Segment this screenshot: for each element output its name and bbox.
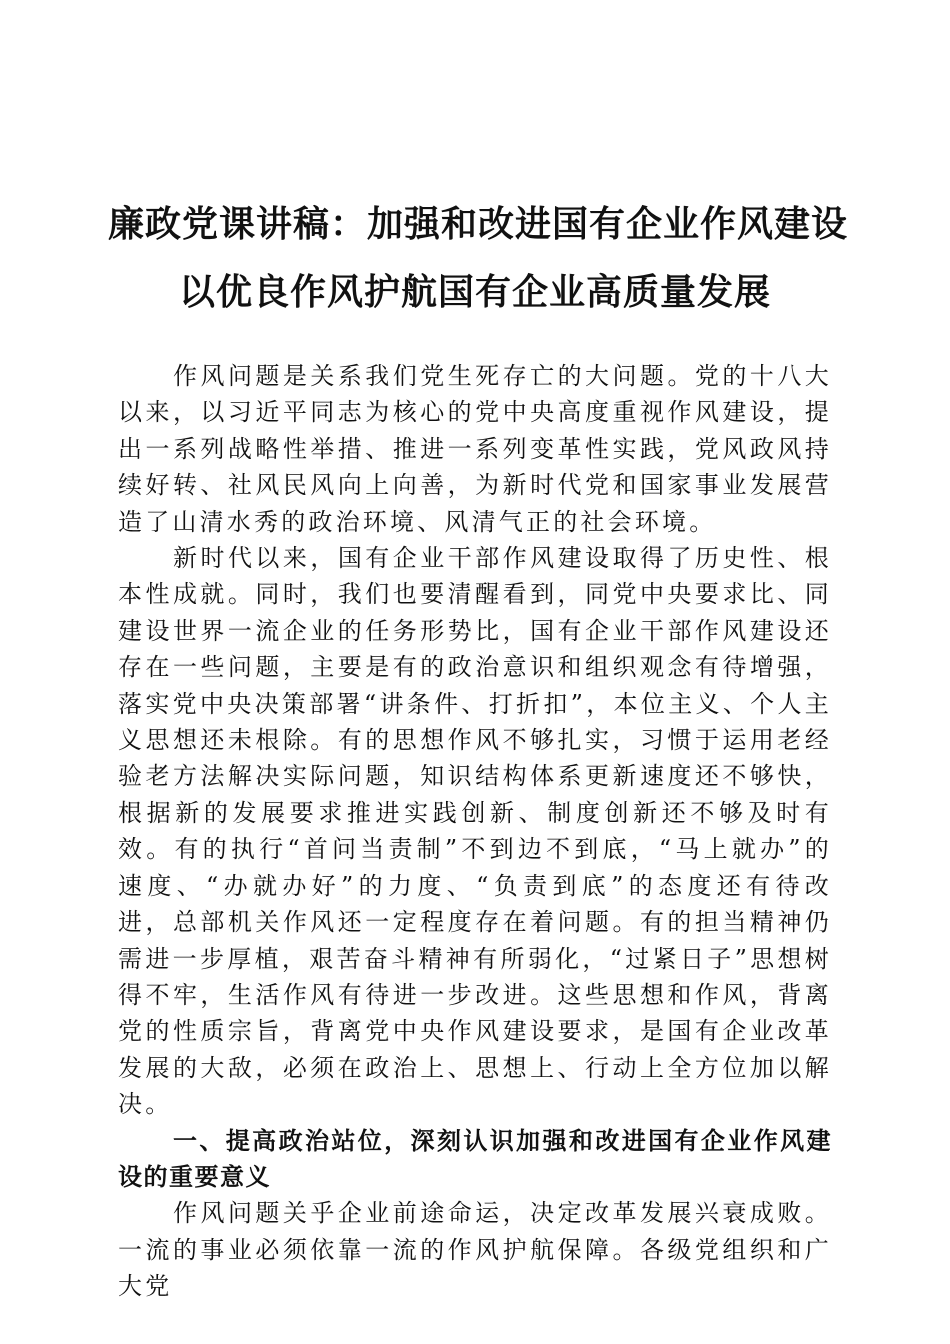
document-body [118,358,832,1305]
paragraph-2: 新时代以来，国有企业干部作风建设取得了历史性、根本性成就。同时，我们也要清醒看到，同党中央要求比、同建设世界一流企业的任务形势比，国有企业干部作风建设还存在一些问题，主要是有的政治意识和组织观念有待增强，落实党中央决策部署“讲条件、打折扣”，本位主义、个人主义思想还未根除。有的思想作风不够扎实，习惯于运用老经验老方法解决实际问题，知识结构体系更新速度还不够快，根据新的发展要求推进实践创新、制度创新还不够及时有效。有的执行“首问当责制”不到边不到底，“马上就办”的速度、“办就办好”的力度、“负责到底”的态度还有待改进，总部机关作风还一定程度存在着问题。有的担当精神仍需进一步厚植，艰苦奋斗精神有所弱化，“过紧日子”思想树得不牢，生活作风有待进一步改进。这些思想和作风，背离党的性质宗旨，背离党中央作风建设要求，是国有企业改革发展的大敌，必须在政治上、思想上、行动上全方位加以解决。 [118,544,832,1119]
document-title-line-2: 以优良作风护航国有企业高质量发展 [178,272,771,313]
section-heading-1: 一、提高政治站位，深刻认识加强和改进国有企业作风建设的重要意义 [118,1126,832,1191]
document-title-line-1: 廉政党课讲稿：加强和改进国有企业作风建设 [108,204,849,245]
section-1-paragraph-1: 作风问题关乎企业前途命运，决定改革发展兴衰成败。一流的事业必须依靠一流的作风护航保障。各级党组织和广大党 [118,1199,832,1301]
paragraph-1: 作风问题是关系我们党生死存亡的大问题。党的十八大以来，以习近平同志为核心的党中央高度重视作风建设，提出一系列战略性举措、推进一系列变革性实践，党风政风持续好转、社风民风向上向善，为新时代党和国家事业发展营造了山清水秀的政治环境、风清气正的社会环境。 [118,362,832,536]
